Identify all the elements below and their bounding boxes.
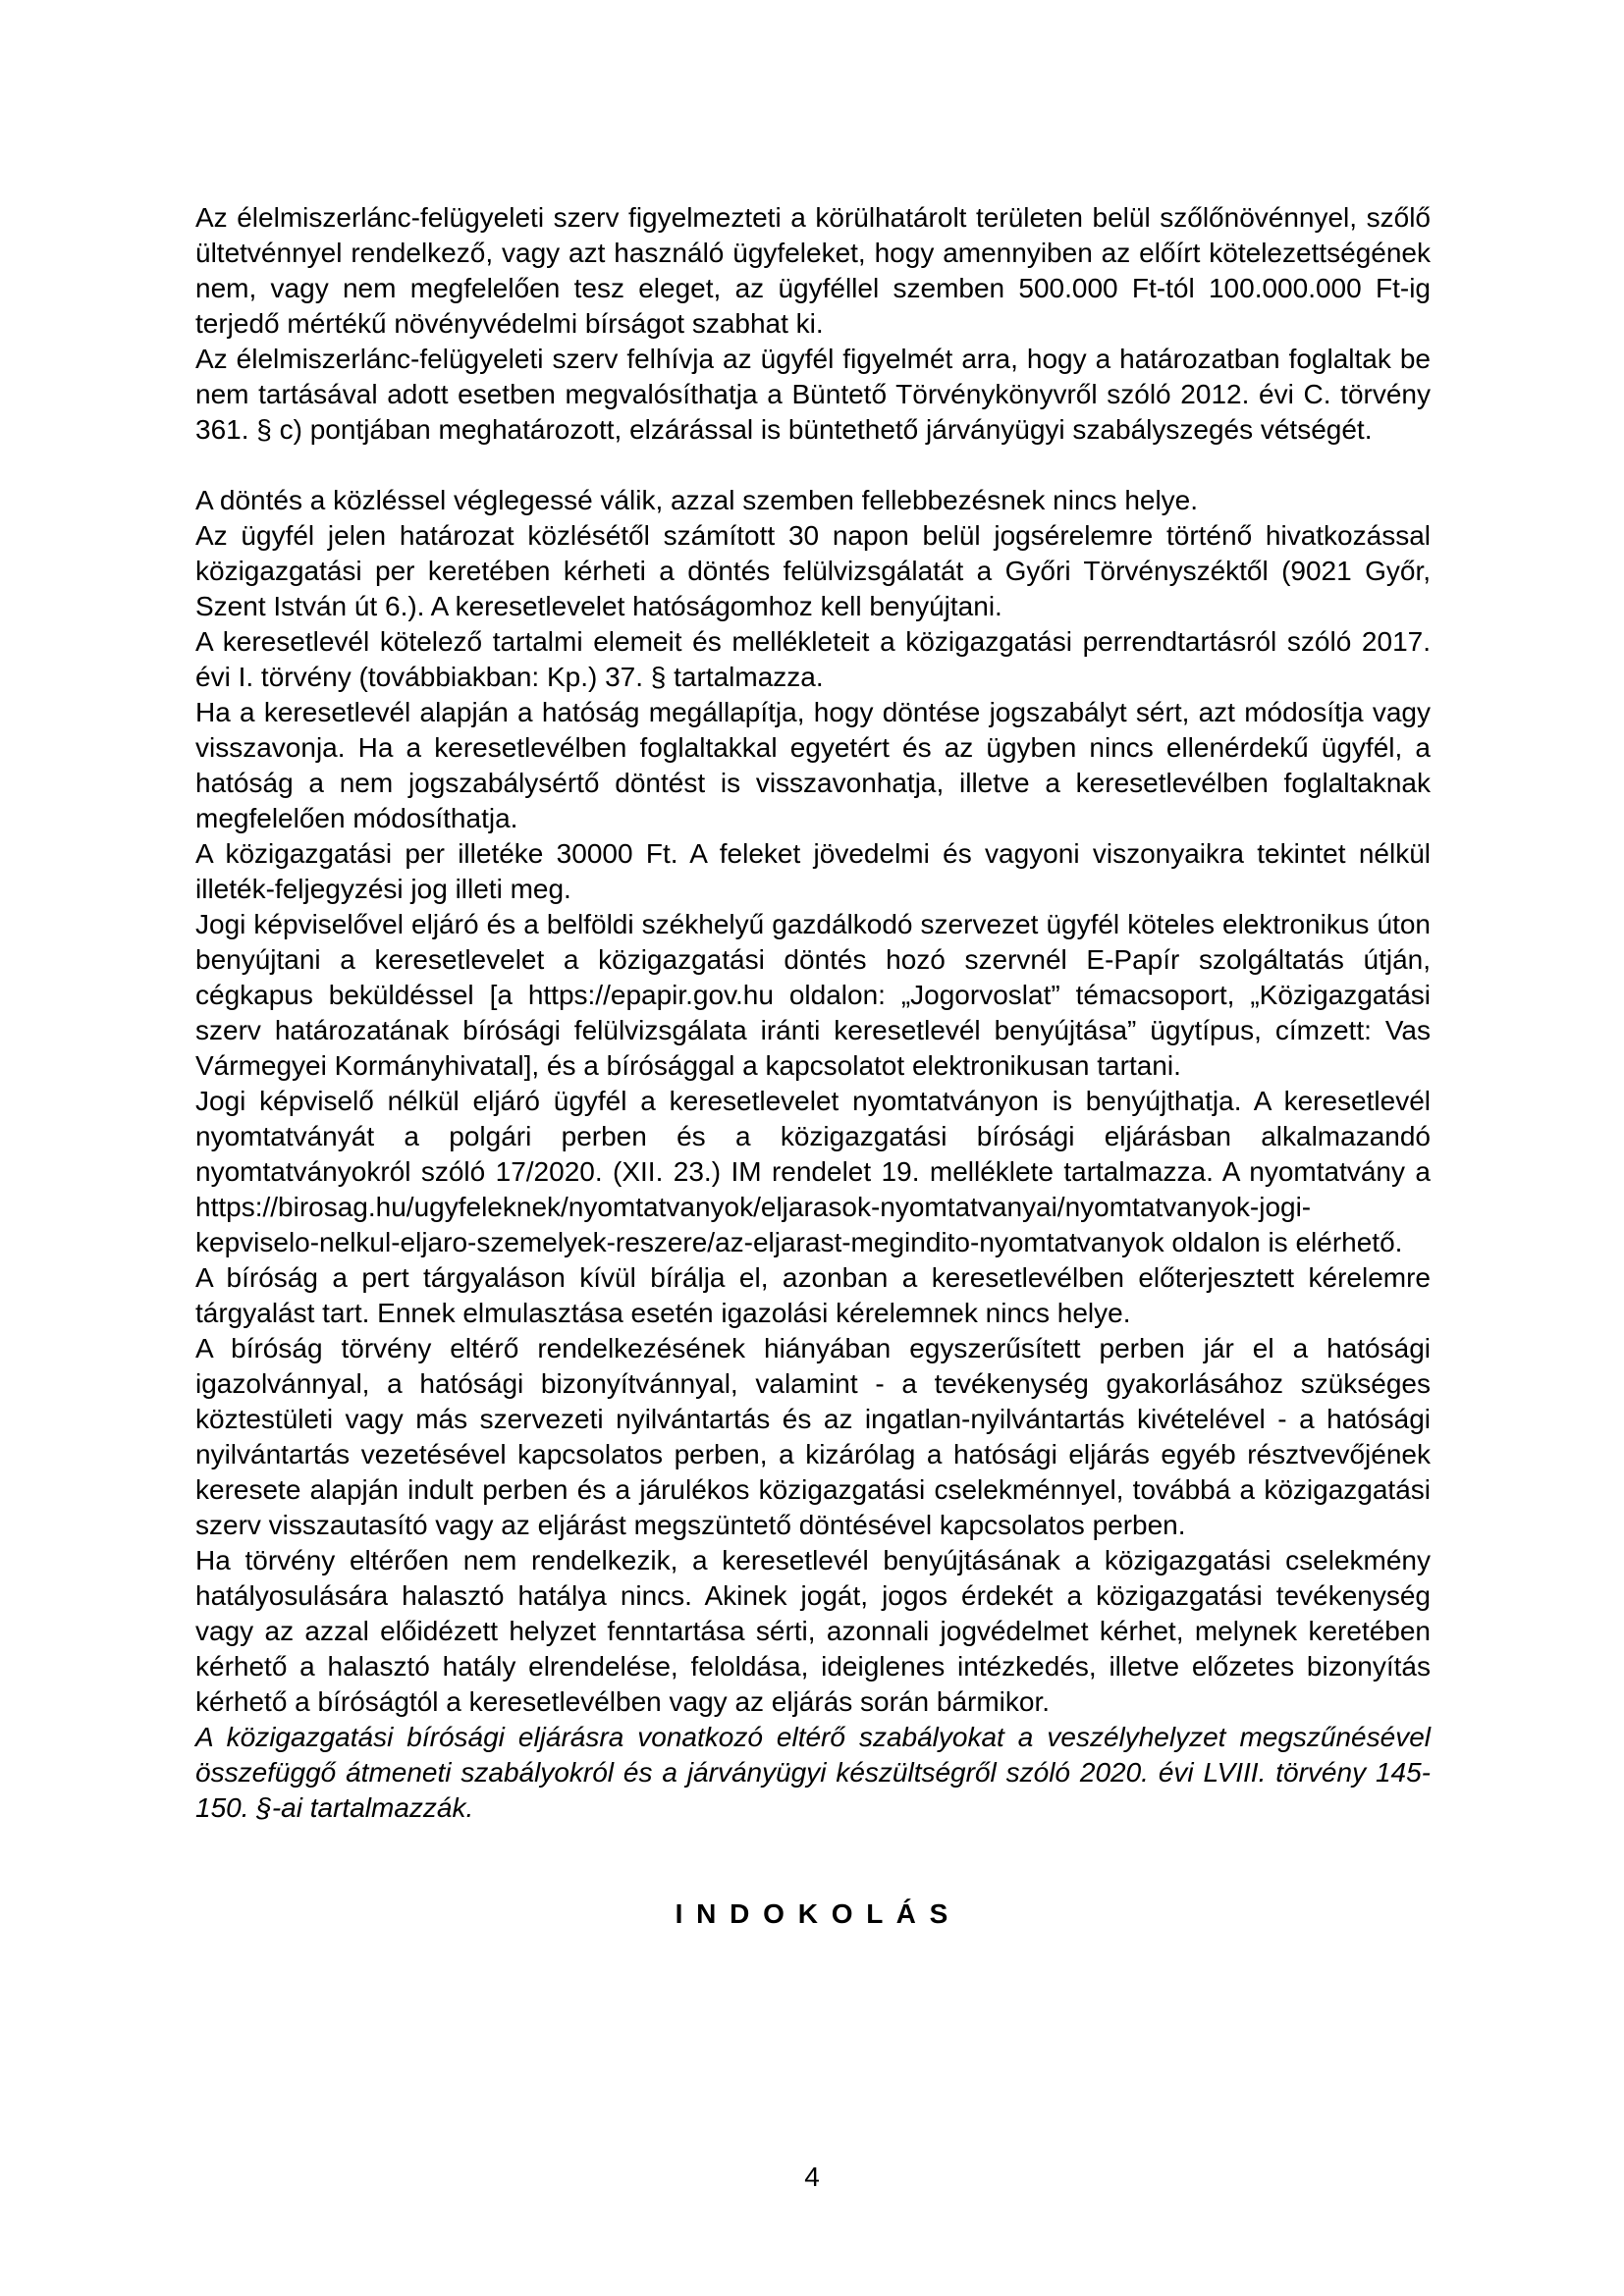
paragraph-transitional-rules: A közigazgatási bírósági eljárásra vonatkozó eltérő szabályokat a veszélyhelyzet megszűnésével összefüggő átmeneti szabályokról és a járványügyi készültségről szóló 2020. évi LVIII. törvény 145-150. §-ai tartalmazzák. (195, 1722, 1431, 1823)
paragraph-authority-revision: Ha a keresetlevél alapján a hatóság megállapítja, hogy döntése jogszabályt sért, azt módosítja vagy visszavonja. Ha a keresetlevélben foglaltakkal egyetért és az ügyben nincs ellenérdekű ügyfél, a hatóság a nem jogszabálysértő döntést is visszavonhatja, illetve a keresetlevélben foglaltaknak megfelelően módosíthatja. (195, 697, 1431, 833)
paragraph-trial-request: A bíróság a pert tárgyaláson kívül bírálja el, azonban a keresetlevélben előterjesztett kérelemre tárgyalást tart. Ennek elmulasztása esetén igazolási kérelemnek nincs helye. (195, 1262, 1431, 1328)
paragraph-paper-form-filing: Jogi képviselő nélkül eljáró ügyfél a keresetlevelet nyomtatványon is benyújthatja. A keresetlevél nyomtatványát a polgári perben és a közigazgatási bírósági eljárásban alkalmazandó nyomtatványokról szóló 17/2020. (XII. 23.) IM rendelet 19. melléklete tartalmazza. A nyomtatvány a https://birosag.hu/ugyfeleknek/nyomtatvanyok/eljarasok-nyomtatvanyai/nyomtatvanyok-jogi-kepviselo-nelkul-eljaro-szemelyek-reszere/az-eljarast-megindito-nyomtatvanyok oldalon is elérhető. (195, 1086, 1431, 1257)
paragraph-judicial-review: Az ügyfél jelen határozat közlésétől számított 30 napon belül jogsérelemre történő hivatkozással közigazgatási per keretében kérheti a döntés felülvizsgálatát a Győri Törvényszéktől (9021 Győr, Szent István út 6.). A keresetlevelet hatóságomhoz kell benyújtani. (195, 520, 1431, 621)
paragraph-simplified-procedure: A bíróság törvény eltérő rendelkezésének hiányában egyszerűsített perben jár el a hatósági igazolvánnyal, a hatósági bizonyítvánnyal, valamint - a tevékenység gyakorlásához szükséges köztestületi vagy más szervezeti nyilvántartás és az ingatlan-nyilvántartás kivételével - a hatósági nyilvántartás vezetésével kapcsolatos perben, a kizárólag a hatósági eljárás egyéb résztvevőjének keresete alapján indult perben és a járulékos közigazgatási cselekménnyel, továbbá a közigazgatási szerv visszautasító vagy az eljárást megszüntető döntésével kapcsolatos perben. (195, 1333, 1431, 1540)
paragraph-decision-finality: A döntés a közléssel véglegessé válik, azzal szemben fellebbezésnek nincs helye. (195, 485, 1199, 515)
page-number: 4 (804, 2162, 820, 2192)
section-heading-indokolas: I N D O K O L Á S (675, 1898, 951, 1929)
paragraph-criminal-code-warning: Az élelmiszerlánc-felügyeleti szerv felhívja az ügyfél figyelmét arra, hogy a határozatban foglaltak be nem tartásával adott esetben megvalósíthatja a Büntető Törvénykönyvről szóló 2012. évi C. törvény 361. § c) pontjában meghatározott, elzárással is büntethető járványügyi szabályszegés vétségét. (195, 344, 1431, 445)
paragraph-plant-protection-fine: Az élelmiszerlánc-felügyeleti szerv figyelmezteti a körülhatárolt területen belül szőlőnövénnyel, szőlő ültetvénnyel rendelkező, vagy azt használó ügyfeleket, hogy amennyiben az előírt kötelezettségének nem, vagy nem megfelelően tesz eleget, az ügyféllel szemben 500.000 Ft-tól 100.000.000 Ft-ig terjedő mértékű növényvédelmi bírságot szabhat ki. (195, 202, 1431, 339)
paragraph-electronic-filing: Jogi képviselővel eljáró és a belföldi székhelyű gazdálkodó szervezet ügyfél köteles elektronikus úton benyújtani a keresetlevelet a közigazgatási döntés hozó szervnél E-Papír szolgáltatás útján, cégkapus beküldéssel [a https://epapir.gov.hu oldalon: „Jogorvoslat” témacsoport, „Közigazgatási szerv határozatának bírósági felülvizsgálata iránti keresetlevél benyújtása” ügytípus, címzett: Vas Vármegyei Kormányhivatal], és a bírósággal a kapcsolatot elektronikusan tartani. (195, 909, 1431, 1081)
document-body (195, 200, 1431, 1932)
paragraph-court-fee: A közigazgatási per illetéke 30000 Ft. A feleket jövedelmi és vagyoni viszonyaikra tekintet nélkül illeték-feljegyzési jog illeti meg. (195, 838, 1431, 904)
paragraph-suspensive-effect: Ha törvény eltérően nem rendelkezik, a keresetlevél benyújtásának a közigazgatási cselekmény hatályosulására halasztó hatálya nincs. Akinek jogát, jogos érdekét a közigazgatási tevékenység vagy az azzal előidézett helyzet fenntartása sérti, azonnali jogvédelmet kérhet, melynek keretében kérhető a halasztó hatály elrendelése, feloldása, ideiglenes intézkedés, illetve előzetes bizonyítás kérhető a bíróságtól a keresetlevélben vagy az eljárás során bármikor. (195, 1545, 1431, 1717)
paragraph-claim-requirements: A keresetlevél kötelező tartalmi elemeit és mellékleteit a közigazgatási perrendtartásról szóló 2017. évi I. törvény (továbbiakban: Kp.) 37. § tartalmazza. (195, 626, 1431, 692)
